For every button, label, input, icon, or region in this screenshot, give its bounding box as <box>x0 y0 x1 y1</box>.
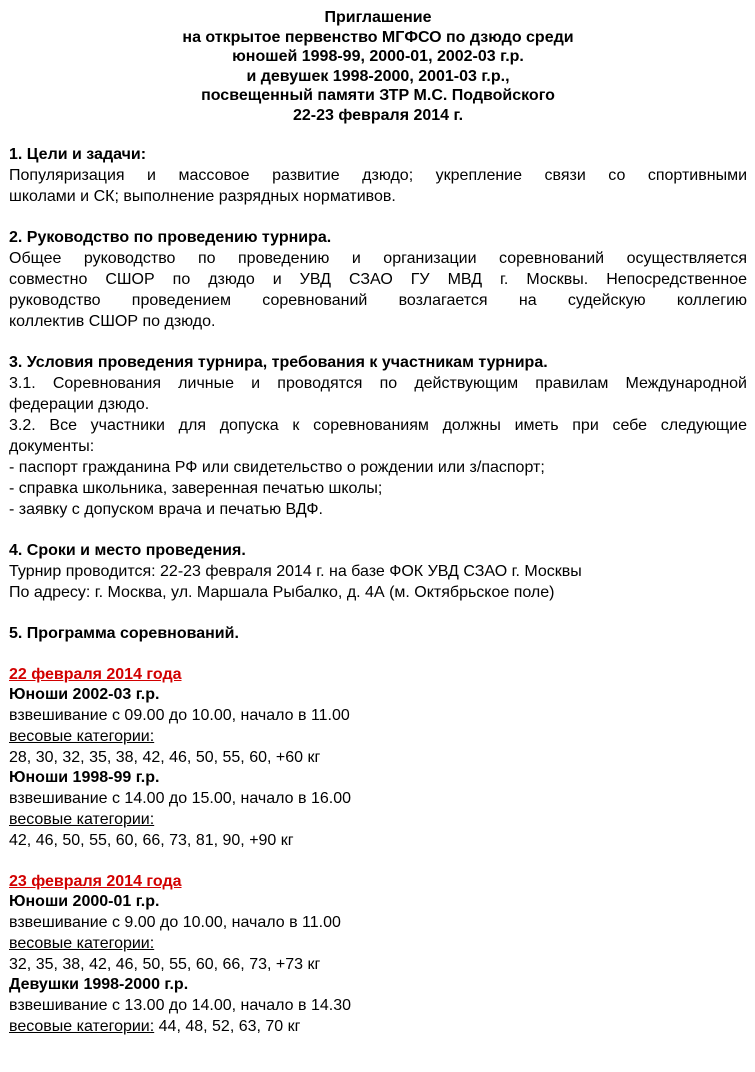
program-day-1 <box>9 665 747 851</box>
section-heading: 5. Программа соревнований. <box>9 625 239 642</box>
section-text-line: Популяризация и массовое развитие дзюдо; укрепление связи со спортивными <box>9 167 747 184</box>
weighing-time: взвешивание с 14.00 до 15.00, начало в 16.00 <box>9 790 351 807</box>
section-management <box>9 228 747 332</box>
section-program <box>9 624 747 644</box>
section-heading: 2. Руководство по проведению турнира. <box>9 229 332 246</box>
section-text-line: документы: <box>9 438 95 455</box>
section-text-line: Турнир проводится: 22-23 февраля 2014 г. на базе ФОК УВД СЗАО г. Москвы <box>9 563 582 580</box>
categories-list: 42, 46, 50, 55, 60, 66, 73, 81, 90, +90 кг <box>9 832 294 849</box>
categories-row <box>9 1016 747 1037</box>
categories-list: 44, 48, 52, 63, 70 кг <box>158 1018 301 1035</box>
section-text-line: федерации дзюдо. <box>9 396 150 413</box>
categories-label: весовые категории: <box>9 1018 155 1035</box>
section-text-line: 3.1. Соревнования личные и проводятся по действующим правилам Международной <box>9 375 747 392</box>
section-text-line: руководство проведением соревнований возлагается на судейскую коллегию <box>9 292 747 309</box>
invitation-title <box>9 8 747 125</box>
section-text-line: По адресу: г. Москва, ул. Маршала Рыбалко, д. 4А (м. Октябрьское поле) <box>9 584 555 601</box>
group-name: Девушки 1998-2000 г.р. <box>9 976 189 993</box>
section-text-line: коллектив СШОР по дзюдо. <box>9 313 216 330</box>
title-line-4: и девушек 1998-2000, 2001-03 г.р., <box>246 67 510 85</box>
section-text-line: школами и СК; выполнение разрядных нормативов. <box>9 188 396 205</box>
weighing-time: взвешивание с 9.00 до 10.00, начало в 11.00 <box>9 914 341 931</box>
section-heading: 1. Цели и задачи: <box>9 146 147 163</box>
title-line-1: Приглашение <box>324 9 432 26</box>
categories-label: весовые категории: <box>9 728 155 745</box>
group-name: Юноши 1998-99 г.р. <box>9 769 160 786</box>
program-day-2 <box>9 872 747 1037</box>
categories-list: 32, 35, 38, 42, 46, 50, 55, 60, 66, 73, +73 кг <box>9 956 321 973</box>
section-dates-location <box>9 541 747 603</box>
section-conditions <box>9 353 747 520</box>
list-item: - заявку с допуском врача и печатью ВДФ. <box>9 501 323 518</box>
categories-label: весовые категории: <box>9 935 155 952</box>
title-line-3: юношей 1998-99, 2000-01, 2002-03 г.р. <box>232 48 524 65</box>
group-name: Юноши 2000-01 г.р. <box>9 893 160 910</box>
section-heading: 4. Сроки и место проведения. <box>9 542 246 559</box>
section-goals <box>9 145 747 207</box>
list-item: - справка школьника, заверенная печатью школы; <box>9 480 383 497</box>
section-heading: 3. Условия проведения турнира, требования к участникам турнира. <box>9 354 548 371</box>
categories-list: 28, 30, 32, 35, 38, 42, 46, 50, 55, 60, +60 кг <box>9 749 321 766</box>
weighing-time: взвешивание с 09.00 до 10.00, начало в 11.00 <box>9 707 350 724</box>
section-text-line: 3.2. Все участники для допуска к соревнованиям должны иметь при себе следующие <box>9 417 747 434</box>
categories-label: весовые категории: <box>9 811 155 828</box>
section-text-line: совместно СШОР по дзюдо и УВД СЗАО ГУ МВД г. Москвы. Непосредственное <box>9 271 747 288</box>
title-line-6: 22-23 февраля 2014 г. <box>292 106 464 124</box>
section-text-line: Общее руководство по проведению и организации соревнований осуществляется <box>9 250 747 267</box>
group-name: Юноши 2002-03 г.р. <box>9 686 160 703</box>
title-line-2: на открытое первенство МГФСО по дзюдо среди <box>182 28 574 46</box>
program-date: 22 февраля 2014 года <box>9 666 182 683</box>
program-date: 23 февраля 2014 года <box>9 873 182 890</box>
weighing-time: взвешивание с 13.00 до 14.00, начало в 14.30 <box>9 997 351 1014</box>
list-item: - паспорт гражданина РФ или свидетельство о рождении или з/паспорт; <box>9 459 545 476</box>
title-line-5: посвещенный памяти ЗТР М.С. Подвойского <box>201 87 555 104</box>
